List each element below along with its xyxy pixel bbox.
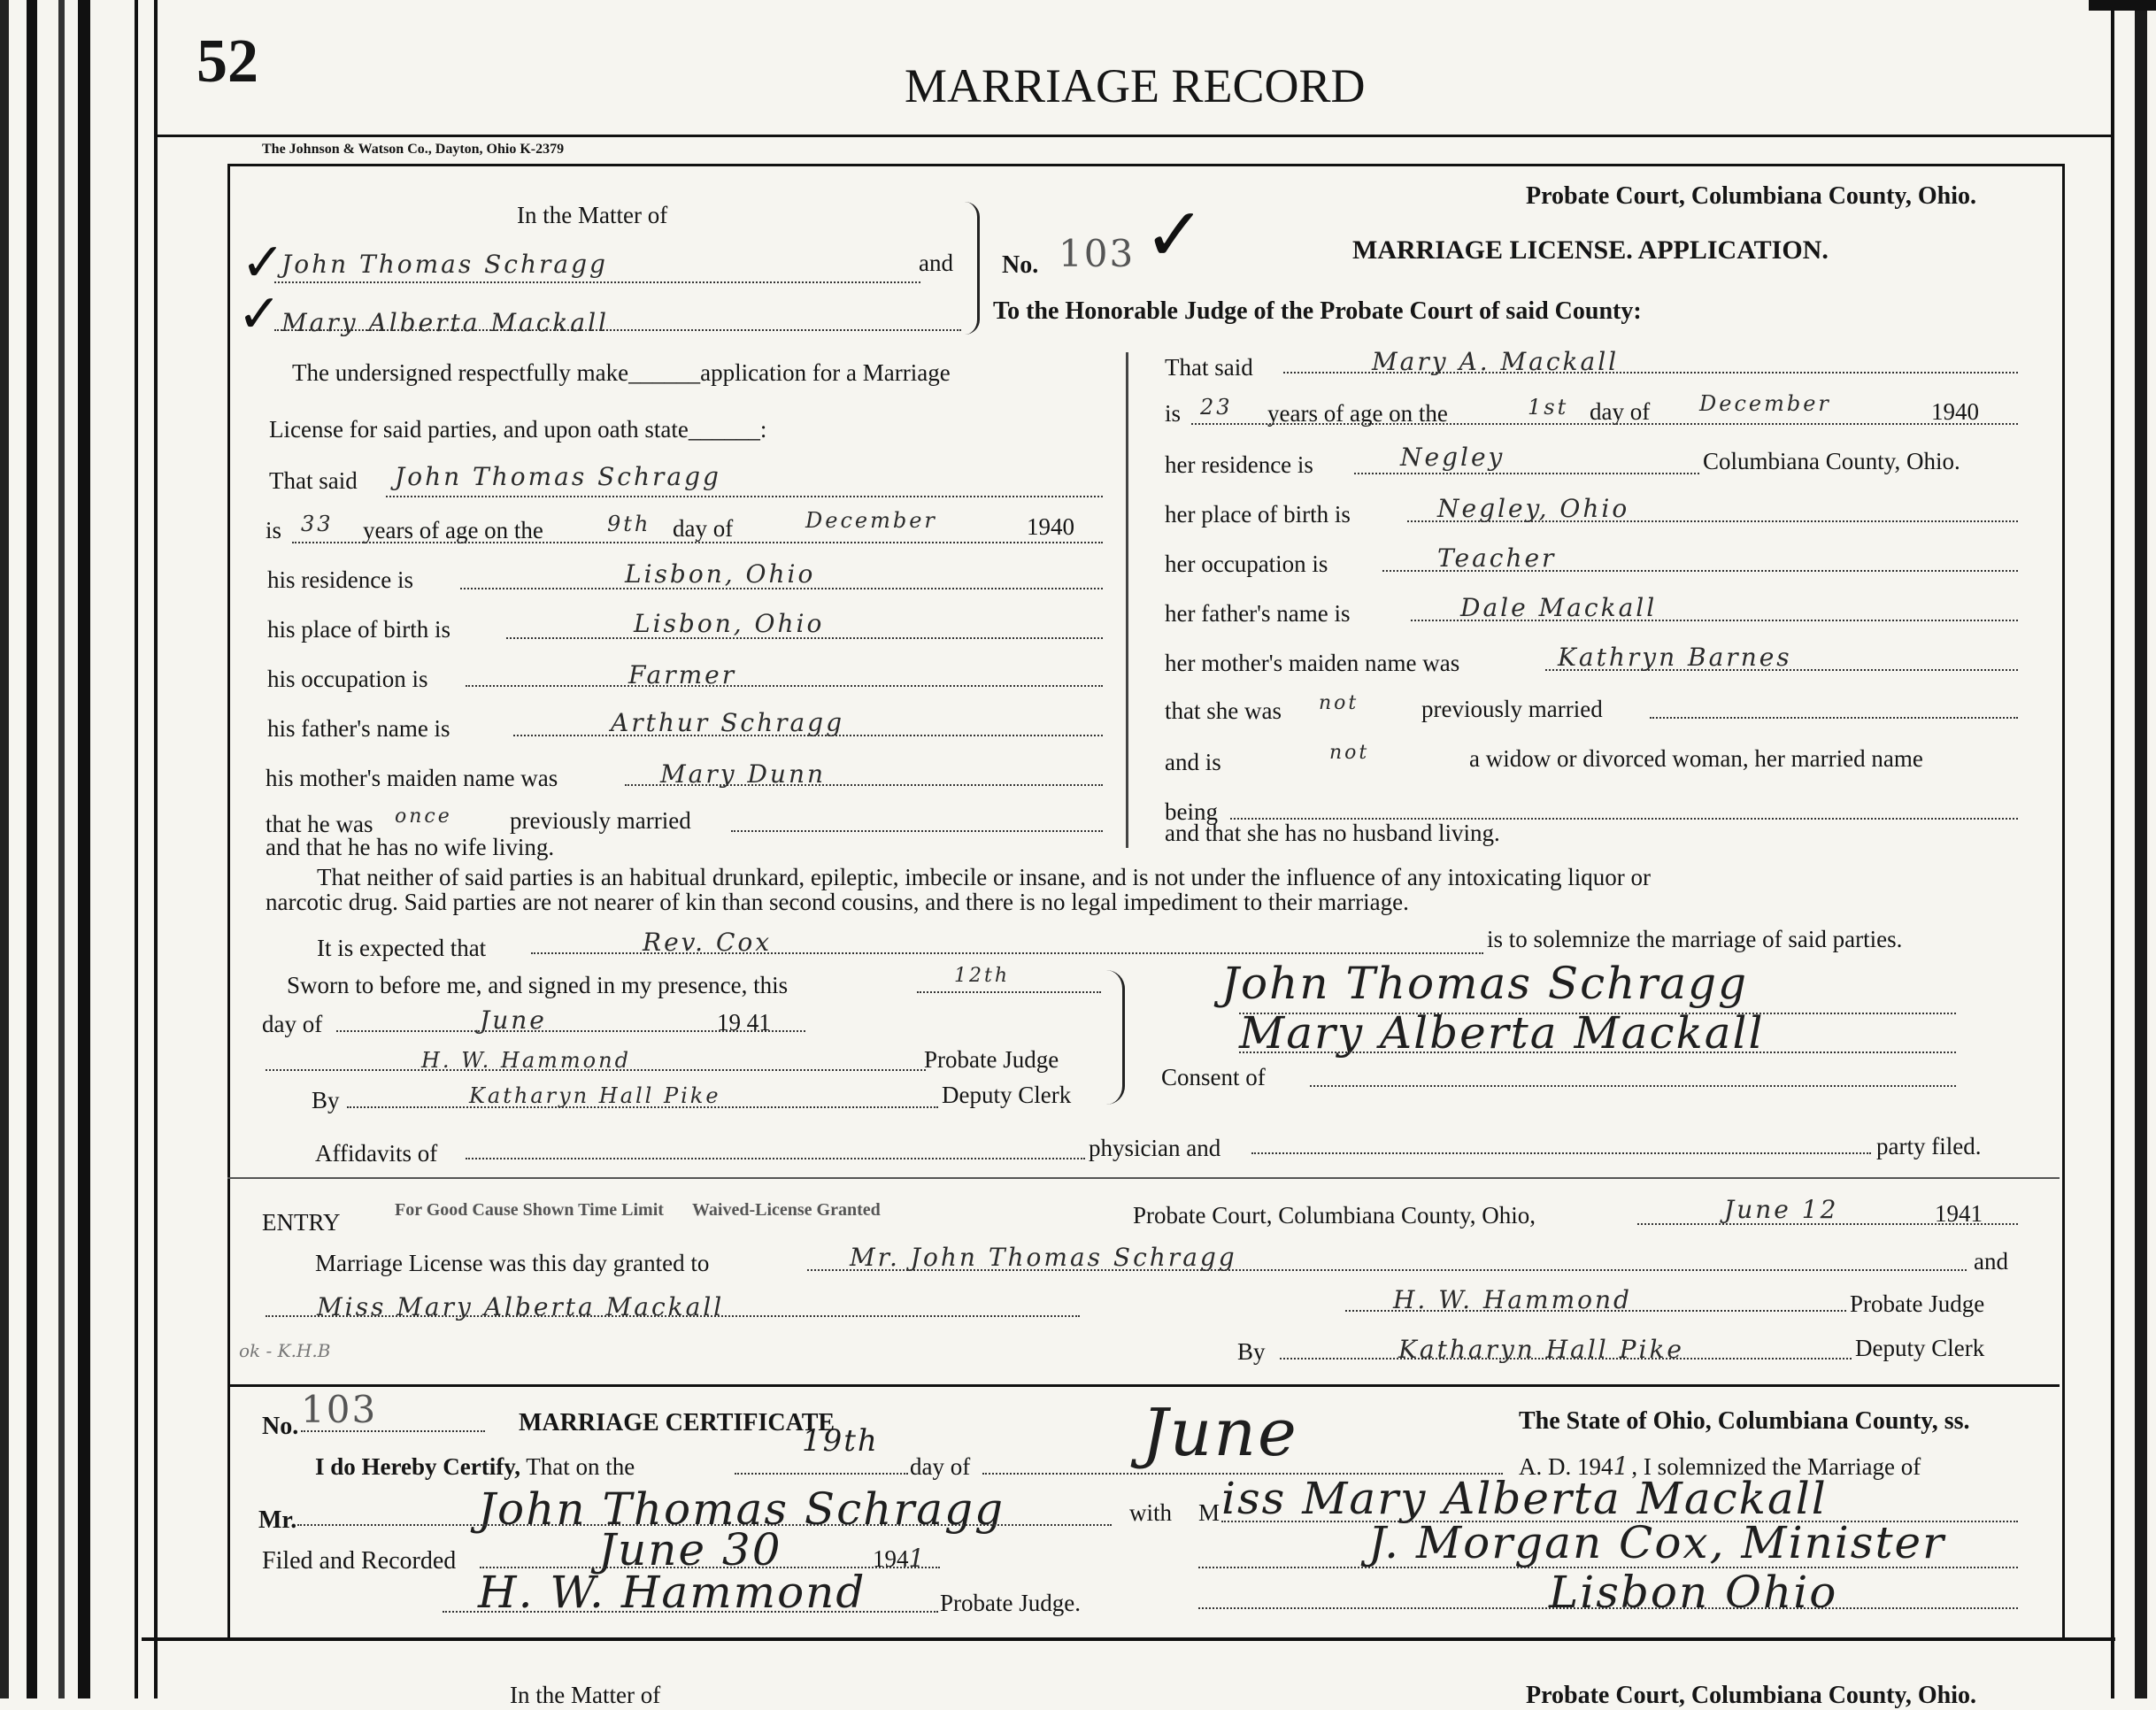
dotted-line — [625, 784, 1103, 786]
dotted-line — [1407, 520, 2018, 522]
oath-line1: That neither of said parties is an habitual drunkard, epileptic, imbecile or insane, and is not under the influence of any intoxicating liquor or — [317, 864, 1652, 890]
groom-mother-label: his mother's maiden name was — [266, 765, 558, 791]
top-border — [2089, 0, 2156, 11]
intro-line2: License for said parties, and upon oath state______: — [269, 416, 767, 443]
dotted-line — [466, 685, 1103, 687]
entry-date: June 12 — [1724, 1195, 1839, 1224]
groom-day: 9th — [607, 512, 651, 536]
dotted-line — [466, 1158, 1085, 1159]
bride-occupation: Teacher — [1437, 543, 1557, 573]
intro-line1: The undersigned respectfully make______application for a Marriage — [292, 359, 951, 386]
cert-certify-rest: That on the — [526, 1453, 635, 1480]
groom-residence: Lisbon, Ohio — [625, 559, 816, 589]
cert-groom: John Thomas Schragg — [478, 1483, 1005, 1535]
right-page-edge — [2111, 0, 2114, 1698]
application-number: 103 — [1059, 232, 1136, 275]
signature-groom: John Thomas Schragg — [1221, 958, 1749, 1009]
cert-minister: J. Morgan Cox, Minister — [1368, 1517, 1946, 1568]
dotted-line — [1280, 1358, 1852, 1360]
next-court-header: Probate Court, Columbiana County, Ohio. — [1526, 1682, 1976, 1709]
matter-party2: Mary Alberta Mackall — [281, 308, 609, 337]
bride-birthplace: Negley, Ohio — [1437, 494, 1630, 523]
entry-clerk-name: Katharyn Hall Pike — [1398, 1335, 1684, 1364]
groom-name: John Thomas Schragg — [395, 462, 721, 491]
bride-being-label: being — [1165, 798, 1218, 825]
in-matter-of-label: In the Matter of — [517, 202, 668, 228]
license-title: MARRIAGE LICENSE. APPLICATION. — [1352, 235, 1829, 265]
groom-prev-label-b: previously married — [510, 807, 691, 834]
groom-residence-label: his residence is — [267, 566, 413, 593]
bride-prev-label-a: that she was — [1165, 697, 1282, 724]
matter-brace — [965, 202, 980, 335]
cert-ad-year-digit: 1 — [1613, 1452, 1632, 1481]
sworn-label: Sworn to before me, and signed in my presence, this — [287, 972, 789, 998]
application-no-label: No. — [1002, 251, 1039, 279]
cert-with-label: with — [1129, 1499, 1173, 1526]
matter-party1: John Thomas Schragg — [281, 250, 608, 279]
affidavits-label: Affidavits of — [315, 1140, 438, 1167]
dotted-line — [513, 735, 1103, 736]
cert-filed-year: 194 — [873, 1545, 909, 1572]
groom-years-label: years of age on the — [363, 517, 543, 543]
entry-and-label: and — [1974, 1248, 2008, 1275]
bride-mother-label: her mother's maiden name was — [1165, 650, 1460, 676]
bride-mother: Kathryn Barnes — [1558, 643, 1792, 672]
dotted-line — [347, 1106, 938, 1108]
check-mark-icon: ✓ — [1143, 191, 1206, 278]
bride-no-husband: and that she has no husband living. — [1165, 820, 1500, 846]
bride-is-label: is — [1165, 400, 1182, 427]
cert-day-of-label: day of — [910, 1453, 971, 1480]
cert-minister-place: Lisbon Ohio — [1549, 1567, 1838, 1618]
cert-ad-label: A. D. 194 — [1519, 1453, 1613, 1480]
dotted-line — [917, 991, 1101, 993]
bride-day: 1st — [1528, 395, 1569, 420]
groom-no-wife: and that he has no wife living. — [266, 834, 555, 860]
dotted-line — [531, 952, 1483, 954]
dotted-line — [1310, 1085, 1956, 1087]
cert-filed-year-digit: 1 — [908, 1544, 928, 1573]
signature-bride: Mary Alberta Mackall — [1239, 1007, 1765, 1059]
dotted-line — [1198, 1607, 2018, 1609]
cert-state-header: The State of Ohio, Columbiana County, ss. — [1519, 1407, 1970, 1435]
cert-number: 103 — [301, 1388, 378, 1431]
entry-court-label: Probate Court, Columbiana County, Ohio, — [1133, 1202, 1536, 1229]
cert-miss-label: M — [1198, 1499, 1220, 1526]
oath-probate-judge-label: Probate Judge — [924, 1046, 1059, 1073]
oath-by-label: By — [312, 1087, 340, 1113]
bride-years-label: years of age on the — [1267, 400, 1448, 427]
groom-occupation-label: his occupation is — [267, 666, 428, 692]
dotted-line — [1239, 1051, 1956, 1053]
dotted-line — [1251, 1152, 1871, 1154]
groom-father: Arthur Schragg — [611, 708, 845, 737]
oath-line2: narcotic drug. Said parties are not nearer of kin than second cousins, and there is no legal impediment to their marriage. — [266, 889, 1409, 915]
dotted-line — [460, 588, 1103, 589]
dotted-line — [274, 281, 920, 283]
groom-year: 1940 — [1027, 513, 1074, 540]
sworn-month: June — [480, 1005, 547, 1035]
entry-margin-note: ok - K.H.B — [239, 1340, 331, 1361]
column-divider — [1126, 352, 1128, 848]
bride-occupation-label: her occupation is — [1165, 551, 1328, 577]
printer-imprint: The Johnson & Watson Co., Dayton, Ohio K-2379 — [262, 142, 565, 157]
bride-age: 23 — [1200, 395, 1233, 420]
entry-probate-judge-label: Probate Judge — [1850, 1290, 1985, 1317]
bride-father: Dale Mackall — [1460, 593, 1658, 622]
cert-no-label: No. — [262, 1413, 299, 1440]
bride-widow-value: not — [1329, 742, 1370, 764]
sworn-day: 12th — [954, 965, 1011, 987]
oath-deputy-clerk-label: Deputy Clerk — [942, 1082, 1072, 1108]
groom-that-said: That said — [269, 467, 358, 494]
dotted-line — [1411, 620, 2018, 621]
cert-bride: iss Mary Alberta Mackall — [1221, 1473, 1828, 1524]
bride-day-of-label: day of — [1590, 398, 1651, 425]
cert-mr-label: Mr. — [258, 1506, 297, 1534]
entry-stamp-2: Waived-License Granted — [692, 1200, 881, 1220]
sworn-day-of-label: day of — [262, 1011, 323, 1037]
cert-certify-line — [315, 1453, 635, 1481]
section-rule — [227, 1384, 2060, 1387]
page-title: MARRIAGE RECORD — [905, 59, 1366, 112]
bride-widow-label-a: and is — [1165, 749, 1221, 775]
bride-residence-label: her residence is — [1165, 451, 1313, 478]
entry-judge-name: H. W. Hammond — [1393, 1285, 1632, 1314]
oath-clerk-name: Katharyn Hall Pike — [469, 1083, 721, 1108]
dotted-line — [266, 1069, 926, 1071]
entry-label: ENTRY — [262, 1209, 341, 1236]
to-judge: To the Honorable Judge of the Probate Court of said County: — [993, 297, 1642, 325]
bride-residence-suffix: Columbiana County, Ohio. — [1703, 448, 1960, 474]
matter-and-label: and — [919, 250, 953, 276]
page-number: 52 — [196, 27, 258, 96]
bride-father-label: her father's name is — [1165, 600, 1351, 627]
dotted-line — [807, 1269, 1967, 1271]
dotted-line — [1650, 717, 2018, 719]
bride-name: Mary A. Mackall — [1372, 347, 1620, 376]
groom-age: 33 — [301, 512, 334, 536]
granted-label: Marriage License was this day granted to — [315, 1250, 710, 1276]
groom-prev-label-a: that he was — [266, 811, 373, 837]
dotted-line — [1545, 669, 2018, 671]
dotted-line — [1637, 1223, 2018, 1225]
groom-father-label: his father's name is — [267, 715, 450, 742]
check-mark-icon: ✓ — [237, 283, 282, 345]
court-header: Probate Court, Columbiana County, Ohio. — [1526, 182, 1976, 210]
dotted-line — [274, 329, 961, 331]
dotted-line — [1191, 423, 2018, 425]
dotted-line — [735, 1473, 908, 1475]
cert-probate-judge-label: Probate Judge. — [940, 1590, 1081, 1616]
entry-bride: Miss Mary Alberta Mackall — [317, 1292, 725, 1321]
header-rule — [154, 135, 2112, 137]
next-in-matter-of: In the Matter of — [510, 1682, 661, 1708]
dotted-line — [443, 1611, 938, 1613]
dotted-line — [1345, 1310, 1846, 1312]
groom-prev-value: once — [395, 805, 452, 828]
entry-year: 1941 — [1935, 1200, 1983, 1227]
cert-solemnized-label: , I solemnized the Marriage of — [1631, 1453, 1921, 1480]
dotted-line — [292, 542, 1103, 543]
cert-filed-label: Filed and Recorded — [262, 1547, 457, 1575]
bride-birthplace-label: her place of birth is — [1165, 501, 1351, 528]
cert-filed-year-line — [873, 1544, 927, 1573]
cert-title: MARRIAGE CERTIFICATE — [519, 1409, 835, 1437]
groom-occupation: Farmer — [628, 660, 737, 689]
cert-filed-date: June 30 — [598, 1524, 782, 1575]
groom-day-of-label: day of — [673, 515, 734, 542]
check-mark-icon: ✓ — [241, 232, 286, 294]
sworn-year: 19 41 — [717, 1009, 771, 1036]
entry-deputy-clerk-label: Deputy Clerk — [1855, 1335, 1985, 1361]
dotted-line — [301, 1430, 485, 1432]
physician-label: physician and — [1089, 1135, 1221, 1161]
cert-certify-bold: I do Hereby Certify, — [315, 1453, 520, 1480]
cert-month: June — [1142, 1395, 1298, 1471]
groom-is-label: is — [266, 517, 282, 543]
cert-judge-signature: H. W. Hammond — [478, 1567, 866, 1618]
oath-judge-name: H. W. Hammond — [421, 1048, 631, 1073]
dotted-line — [506, 637, 1103, 639]
groom-birthplace-label: his place of birth is — [267, 616, 450, 643]
sworn-brace — [1106, 970, 1125, 1105]
section-rule — [227, 1177, 2060, 1179]
groom-mother: Mary Dunn — [660, 759, 827, 789]
dotted-line — [336, 1030, 805, 1032]
groom-birthplace: Lisbon, Ohio — [634, 609, 825, 638]
bride-month: December — [1699, 391, 1831, 416]
dotted-line — [731, 830, 1103, 832]
right-page-edge-2 — [2135, 0, 2147, 1698]
dotted-line — [1382, 570, 2018, 572]
bride-that-said: That said — [1165, 354, 1253, 381]
entry-stamp-1: For Good Cause Shown Time Limit — [395, 1200, 664, 1220]
bride-prev-label-b: previously married — [1421, 696, 1603, 722]
officiant: Rev. Cox — [643, 928, 773, 957]
dotted-line — [386, 496, 1103, 497]
next-record-rule — [142, 1637, 2115, 1641]
bride-prev-value: not — [1319, 692, 1359, 714]
groom-month: December — [805, 508, 937, 533]
bride-year: 1940 — [1931, 398, 1979, 425]
dotted-line — [266, 1315, 1080, 1317]
entry-groom: Mr. John Thomas Schragg — [850, 1243, 1237, 1272]
dotted-line — [1354, 473, 1699, 474]
dotted-line — [1283, 372, 2018, 374]
cert-day: 19th — [802, 1423, 879, 1459]
entry-by-label: By — [1237, 1338, 1266, 1365]
solemnize-label: is to solemnize the marriage of said parties. — [1487, 926, 1903, 952]
party-filed-label: party filed. — [1876, 1133, 1982, 1159]
bride-residence: Negley — [1400, 443, 1505, 472]
bride-widow-label-b: a widow or divorced woman, her married name — [1469, 745, 1923, 772]
expected-label: It is expected that — [317, 935, 487, 961]
consent-label: Consent of — [1161, 1064, 1266, 1090]
